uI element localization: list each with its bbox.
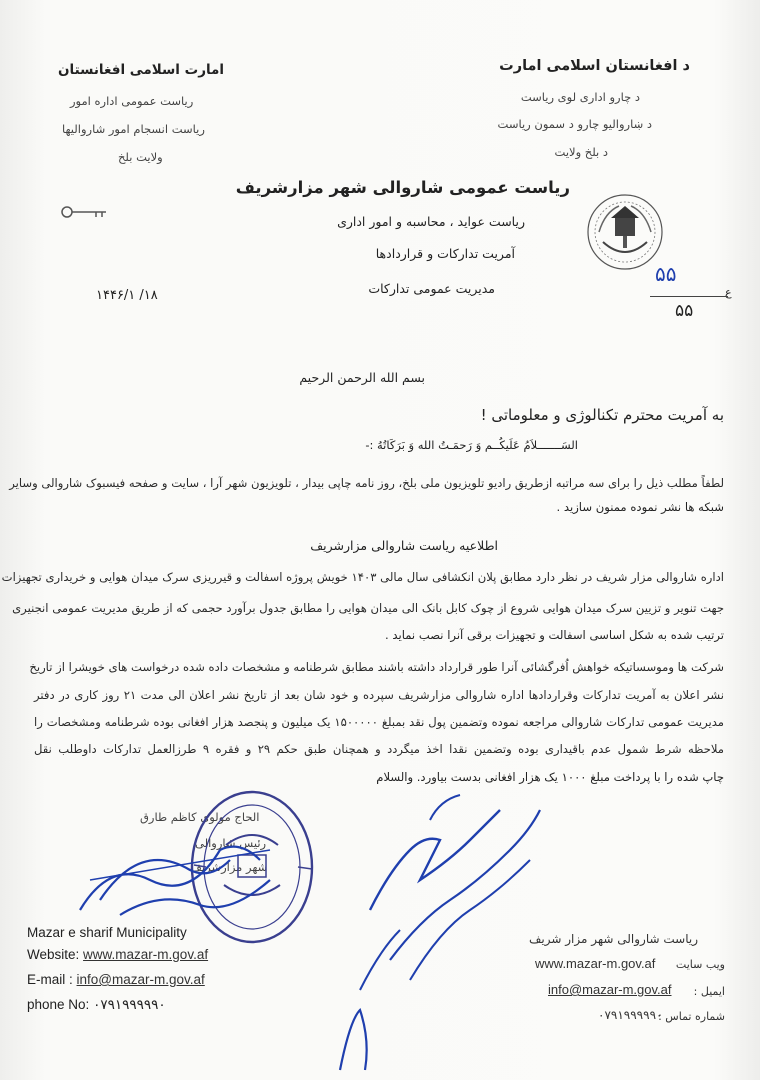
header-right-line3: د بلخ ولایت — [554, 145, 608, 159]
p1-line-2: جهت تنویر و تزیین سرک میدان هوایی شروع از چوک کابل بانک الی میدان هوایی را مطابق جدول برآورد حجمی که از طریق مدیریت عمومی انجنیری — [12, 601, 724, 615]
header-center-line3: مدیریت عمومی تدارکات — [368, 281, 495, 296]
number-divider — [650, 296, 728, 297]
p2-line-5: چاپ شده را با پرداخت مبلغ ۱۰۰۰ یک هزار افغانی بدست بیاورد. والسلام — [376, 770, 724, 784]
footer-email-link[interactable]: info@mazar-m.gov.af — [76, 972, 205, 987]
header-left-line3: ولایت بلخ — [118, 150, 163, 164]
footer-email-label: E-mail : — [27, 972, 73, 987]
footer-org-en: Mazar e sharif Municipality — [27, 925, 187, 940]
p2-line-4: ملاحظه شرط شمول عدم باقیداری بوده وتضمین نقدا اخذ میگردد و همچنان طبق حکم ۲۹ و فقره ۹ طرزالعمل تدارکات داوطلب نقل — [34, 742, 724, 756]
signature-title-2: شهر مزارشریف — [190, 860, 268, 874]
footer-org-fa: ریاست شاروالی شهر مزار شریف — [528, 932, 698, 946]
p2-line-1: شرکت ها وموسساتیکه خواهش اُفرگشائی آنرا طور قرارداد داشته باشند مطابق شرطنامه و مشخصات داده شده درخواست های خویشرا از تاریخ — [29, 660, 724, 674]
header-left-line2: ریاست انسجام امور شاروالیها — [62, 122, 205, 136]
signature-name: الحاج مولوی کاظم طارق — [140, 810, 260, 824]
header-left-line1: ریاست عمومی اداره امور — [70, 94, 194, 108]
signature-scribble — [70, 820, 280, 930]
header-right-title: د افغانستان اسلامی امارت — [499, 58, 690, 74]
addressee: به آمریت محترم تکنالوژی و معلوماتی ! — [480, 406, 724, 424]
footer-email-row — [27, 972, 205, 987]
letter-number-bottom: ۵۵ — [675, 301, 694, 321]
header-left-title: امارت اسلامی افغانستان — [58, 62, 225, 78]
footer-email-fa-link[interactable]: info@mazar-m.gov.af — [548, 982, 672, 997]
key-icon — [60, 205, 108, 219]
intro-line-2: شبکه ها نشر نموده ممنون سازید . — [556, 500, 724, 514]
footer-phone-label: phone No: — [27, 997, 90, 1012]
footer-email-fa-label: ایمیل : — [693, 985, 725, 998]
p1-line-3: ترتیب شده به شکل اساسی اسفالت و تجهیزات برقی آنرا نصب نماید . — [385, 628, 724, 642]
letter-number-mark: ع — [725, 286, 732, 299]
footer-phone-fa-label: شماره تماس : — [658, 1010, 725, 1023]
header-center-line1: ریاست عواید ، محاسبه و امور اداری — [337, 214, 525, 229]
emirate-emblem-icon — [585, 192, 665, 272]
basmala: بسم الله الرحمن الرحیم — [299, 370, 425, 385]
intro-line-1: لطفاً مطلب ذیل را برای سه مراتبه ازطریق رادیو تلویزیون ملی بلخ، روز نامه چاپی بیدار ، تلویزیون شهر آرا ، سایت و صفحه فیسبوک شاروالی وسایر — [9, 476, 724, 490]
footer-website-link[interactable]: www.mazar-m.gov.af — [83, 947, 209, 962]
p2-line-2: نشر اعلان به آمریت تدارکات وقراردادها اداره شاروالی مزارشریف سپرده و خود شان بعد از تاریخ نشر اعلان الی مدت ۲۱ روز کاری در دفتر — [34, 688, 724, 702]
header-right-line1: د چارو اداری لوی ریاست — [520, 90, 640, 104]
footer-phone-fa-value: ۰۷۹۱۹۹۹۹۹۰ — [598, 1008, 663, 1022]
header-center-title: ریاست عمومی شاروالی شهر مزارشریف — [235, 178, 570, 197]
salutation: السَـــــــلاَمُ عَلَيكُــم وَ رَحمَـتُ الله وَ بَرَكَاتُهُ :- — [365, 438, 578, 452]
letter-number-top: ۵۵ — [655, 262, 677, 286]
handwritten-annotation — [330, 780, 560, 1080]
signature-title-1: رئیس شاروالی — [195, 836, 267, 850]
header-center-line2: آمریت تدارکات و قراردادها — [375, 246, 515, 261]
footer-phone-row — [27, 997, 166, 1013]
header-right-line2: د ښاروالیو چارو د سمون ریاست — [497, 117, 652, 131]
footer-website-fa-label: ویب سایت — [675, 958, 725, 971]
footer-website-row — [27, 947, 208, 962]
notice-title: اطلاعیه ریاست شاروالی مزارشریف — [310, 538, 498, 553]
footer-website-fa-link[interactable]: www.mazar-m.gov.af — [535, 956, 656, 971]
p1-line-1: اداره شاروالی مزار شریف در نظر دارد مطابق پلان انکشافی سال مالی ۱۴۰۳ خویش پروژه اسفالت و قیرریزی سرک میدان هوایی و خریداری تجهیزات — [1, 570, 724, 584]
letter-date: ۱۴۴۶/۱ /۱۸ — [96, 288, 158, 303]
p2-line-3: مدیریت عمومی تدارکات شاروالی مراجعه نموده وتضمین پول نقد بمبلغ ۱۵۰۰۰۰۰ یک میلیون و پنجصد هزار افغانی بوده شرطنامه ومشخصات را — [34, 715, 724, 729]
footer-website-label: Website: — [27, 947, 80, 962]
footer-phone-value: ۰۷۹۱۹۹۹۹۹۰ — [93, 997, 166, 1012]
